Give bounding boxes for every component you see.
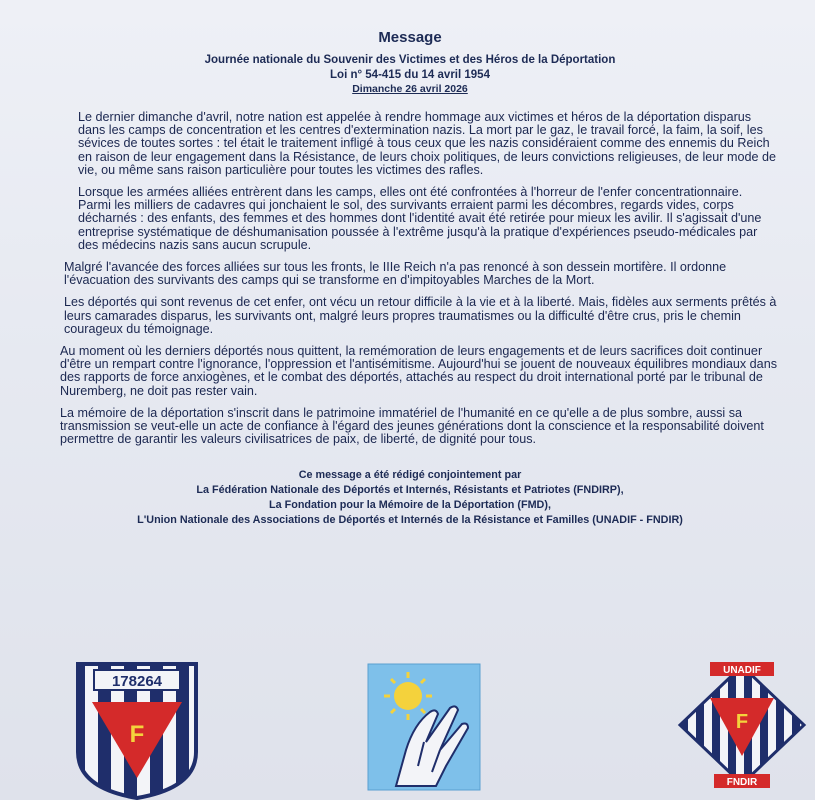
event-date: Dimanche 26 avril 2026 [352, 83, 468, 95]
signoff-org-unadif: L'Union Nationale des Associations de Déportés et Internés de la Résistance et Familles (UNADIF - FNDIR) [137, 514, 683, 527]
fndirp-letter: F [129, 721, 145, 748]
signoff-org-fndirp: La Fédération Nationale des Déportés et Internés, Résistants et Patriotes (FNDIRP), [196, 484, 624, 497]
law-reference: Loi n° 54-415 du 14 avril 1954 [330, 69, 490, 81]
paragraph-5: Au moment où les derniers déportés nous quittent, la remémoration de leurs engagements et de leurs sacrifices doit continuer d'être un rempart contre l'ignorance, l'oppression et l'antisémitisme. Aujourd'hui se jouent de nouveaux équilibres mondiaux dans des rapports de force anxiogènes, et le combat des déportés, attachés au respect du droit international porté par le tribunal de Nuremberg, ne doit pas rester vain. [60, 344, 777, 398]
paragraph-3: Malgré l'avancée des forces alliées sur tous les fronts, le IIIe Reich n'a pas renoncé à son dessein mortifère. Il ordonne l'évacuation des survivants des camps qui se transforme en d'impitoyables Marches de la Mort. [64, 260, 727, 288]
fndirp-logo [72, 660, 202, 800]
fmd-logo [366, 662, 482, 792]
fndirp-number: 178264 [111, 673, 163, 690]
signoff-intro: Ce message a été rédigé conjointement par [298, 469, 522, 482]
paragraph-2: Lorsque les armées alliées entrèrent dans les camps, elles ont été confrontées à l'horreur de l'enfer concentrationnaire. Parmi les milliers de cadavres qui jonchaient le sol, des survivants erraient parmi les décombres, regards vides, corps décharnés : des enfants, des femmes et des hommes dont l'identité avait été retirée pour mieux les avilir. Il s'agissait d'une entreprise systématique de déshumanisation poussée à l'extrême jusqu'à la pratique d'expériences pseudo-médicales par des médecins nazis sans aucun scrupule. [78, 185, 762, 252]
paragraph-1: Le dernier dimanche d'avril, notre nation est appelée à rendre hommage aux victimes et héros de la déportation disparus dans les camps de concentration et les centres d'extermination nazis. La mort par le gaz, le travail forcé, la faim, la soif, les sévices de toutes sortes : tel était le traitement infligé à tous ceux que les nazis considéraient comme des ennemis du Reich en raison de leur engagement dans la Résistance, de leurs choix politiques, de leurs convictions religieuses, de leur mode de vie, ou même sans raison particulière pour toutes les victimes des rafles. [78, 110, 776, 177]
logos-row [0, 660, 815, 800]
paragraph-4: Les déportés qui sont revenus de cet enfer, ont vécu un retour difficile à la vie et à la liberté. Mais, fidèles aux serments prêtés à leurs camarades disparus, les survivants ont, malgré leurs propres traumatismes ou la difficulté d'être crus, pris le chemin courageux du témoignage. [64, 295, 777, 336]
paragraph-6: La mémoire de la déportation s'inscrit dans le patrimoine immatériel de l'humanité en ce qu'elle a de plus sombre, aussi sa transmission se veut-elle un acte de confiance à l'égard des jeunes générations dont la conscience et la responsabilité doivent permettre de garantir les valeurs civilisatrices de paix, de liberté, de dignité pour tous. [60, 405, 764, 447]
message-page [36, 24, 784, 528]
unadif-logo [674, 660, 810, 790]
page-subtitle: Journée nationale du Souvenir des Victimes et des Héros de la Déportation [204, 54, 616, 66]
unadif-bottom-label: FNDIR [726, 777, 758, 788]
signoff-block [36, 468, 784, 528]
unadif-letter: F [735, 711, 749, 733]
page-title: Message [378, 29, 442, 46]
signoff-org-fmd: La Fondation pour la Mémoire de la Déportation (FMD), [269, 499, 551, 512]
unadif-top-label: UNADIF [723, 665, 761, 676]
